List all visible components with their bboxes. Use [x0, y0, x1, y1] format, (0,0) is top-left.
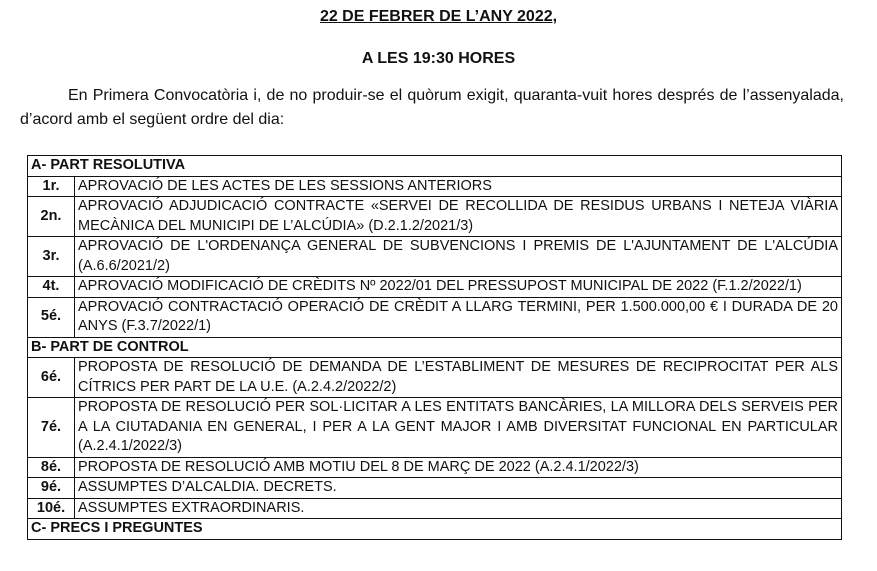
section-row — [28, 519, 842, 540]
agenda-item — [28, 277, 842, 298]
item-text: APROVACIÓ MODIFICACIÓ DE CRÈDITS Nº 2022/01 DEL PRESSUPOST MUNICIPAL DE 2022 (F.1.2/2022/1) — [75, 277, 842, 298]
item-text: APROVACIÓ DE LES ACTES DE LES SESSIONS ANTERIORS — [75, 176, 842, 197]
section-row — [28, 156, 842, 177]
item-text: APROVACIÓ ADJUDICACIÓ CONTRACTE «SERVEI DE RECOLLIDA DE RESIDUS URBANS I NETEJA VIÀRIA MECÀNICA DEL MUNICIPI DE L’ALCÚDIA» (D.2.1.2/2021/3) — [75, 197, 842, 237]
item-number: 5é. — [28, 297, 75, 337]
agenda-item — [28, 358, 842, 398]
agenda-item — [28, 478, 842, 499]
item-number: 6é. — [28, 358, 75, 398]
item-text: APROVACIÓ CONTRACTACIÓ OPERACIÓ DE CRÈDIT A LLARG TERMINI, PER 1.500.000,00 € I DURADA DE 20 ANYS (F.3.7/2022/1) — [75, 297, 842, 337]
item-text: ASSUMPTES EXTRAORDINARIS. — [75, 498, 842, 519]
agenda-table — [27, 155, 842, 540]
item-number: 9é. — [28, 478, 75, 499]
item-number: 2n. — [28, 197, 75, 237]
item-number: 7é. — [28, 398, 75, 458]
item-text: ASSUMPTES D’ALCALDIA. DECRETS. — [75, 478, 842, 499]
section-b-heading: B- PART DE CONTROL — [28, 337, 842, 358]
session-date: 22 DE FEBRER DE L’ANY 2022, — [319, 8, 558, 25]
agenda-item — [28, 237, 842, 277]
section-a-heading: A- PART RESOLUTIVA — [28, 156, 842, 177]
section-c-heading: C- PRECS I PREGUNTES — [28, 519, 842, 540]
item-number: 3r. — [28, 237, 75, 277]
agenda-item — [28, 498, 842, 519]
item-number: 1r. — [28, 176, 75, 197]
agenda-item — [28, 398, 842, 458]
agenda-item — [28, 176, 842, 197]
agenda-item — [28, 297, 842, 337]
item-text: PROPOSTA DE RESOLUCIÓ PER SOL·LICITAR A LES ENTITATS BANCÀRIES, LA MILLORA DELS SERVEIS PER A LA CIUTADANIA EN GENERAL, I PER A LA GENT MAJOR I AMB DIVERSITAT FUNCIONAL EN PARTICULAR (A.2.4.1/2022/3) — [75, 398, 842, 458]
agenda-item — [28, 197, 842, 237]
intro-paragraph: En Primera Convocatòria i, de no produir-se el quòrum exigit, quaranta-vuit hores després de l’assenyalada, d’acord amb el següent ordre del dia: — [20, 87, 844, 128]
section-row — [28, 337, 842, 358]
agenda-item — [28, 457, 842, 478]
item-text: PROPOSTA DE RESOLUCIÓ AMB MOTIU DEL 8 DE MARÇ DE 2022 (A.2.4.1/2022/3) — [75, 457, 842, 478]
item-text: APROVACIÓ DE L'ORDENANÇA GENERAL DE SUBVENCIONS I PREMIS DE L'AJUNTAMENT DE L'ALCÚDIA (A.6.6/2021/2) — [75, 237, 842, 277]
item-number: 8é. — [28, 457, 75, 478]
session-time: A LES 19:30 HORES — [361, 50, 516, 67]
item-number: 4t. — [28, 277, 75, 298]
item-number: 10é. — [28, 498, 75, 519]
item-text: PROPOSTA DE RESOLUCIÓ DE DEMANDA DE L’ESTABLIMENT DE MESURES DE RECIPROCITAT PER ALS CÍTRICS PER PART DE LA U.E. (A.2.4.2/2022/2) — [75, 358, 842, 398]
